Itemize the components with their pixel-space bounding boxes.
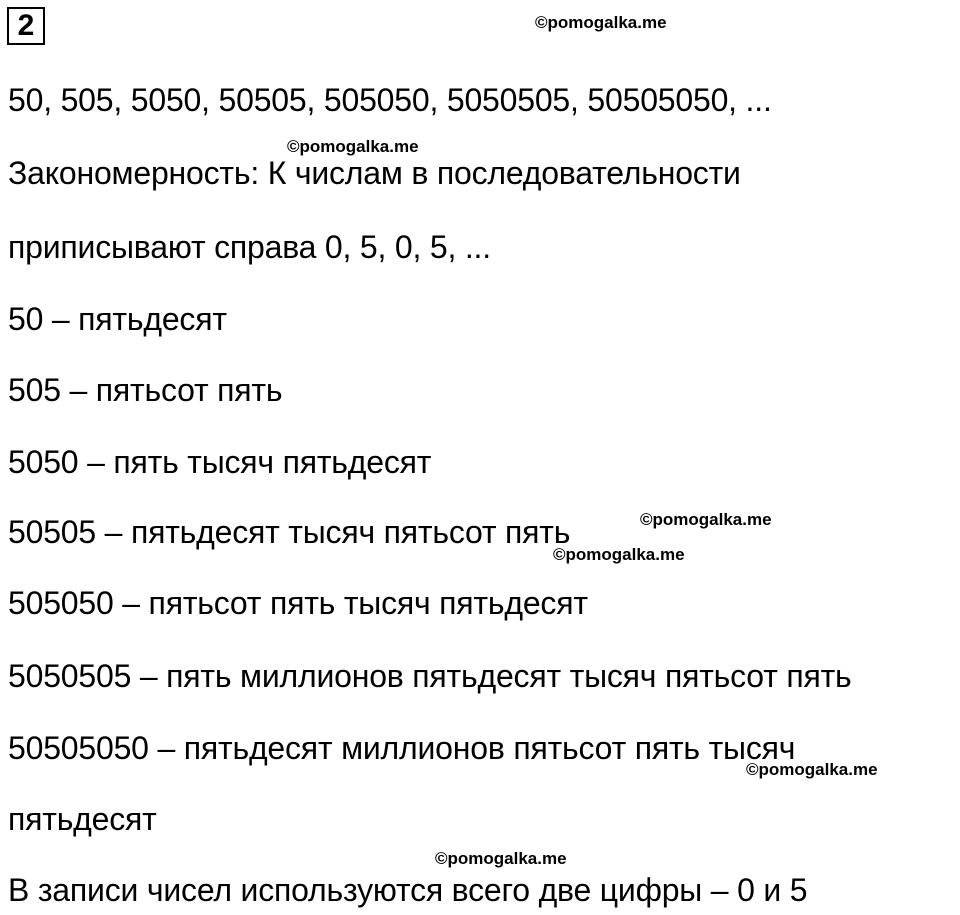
sequence-line: 50, 505, 5050, 50505, 505050, 5050505, 50505050, ... [8,82,772,118]
number-name-50505050: 50505050 – пятьдесят миллионов пятьсот пять тысяч [8,730,796,766]
task-number-box: 2 [7,7,45,45]
watermark: ©pomogalka.me [287,137,419,156]
watermark: ©pomogalka.me [435,849,567,868]
pattern-line-1: Закономерность: К числам в последовательности [8,155,741,191]
number-name-5050: 5050 – пять тысяч пятьдесят [8,444,432,480]
number-name-50: 50 – пятьдесят [8,301,227,337]
watermark: ©pomogalka.me [640,510,772,529]
number-name-50505: 50505 – пятьдесят тысяч пятьсот пять [8,514,571,550]
number-name-5050505: 5050505 – пять миллионов пятьдесят тысяч пятьсот пять [8,658,852,694]
watermark: ©pomogalka.me [553,545,685,564]
watermark: ©pomogalka.me [746,760,878,779]
watermark: ©pomogalka.me [535,13,667,32]
number-name-50505050-continued: пятьдесят [8,801,157,837]
conclusion-line: В записи чисел используются всего две цифры – 0 и 5 [8,872,808,908]
number-name-505: 505 – пятьсот пять [8,372,283,408]
pattern-line-2: приписывают справа 0, 5, 0, 5, ... [8,229,491,265]
number-name-505050: 505050 – пятьсот пять тысяч пятьдесят [8,585,588,621]
